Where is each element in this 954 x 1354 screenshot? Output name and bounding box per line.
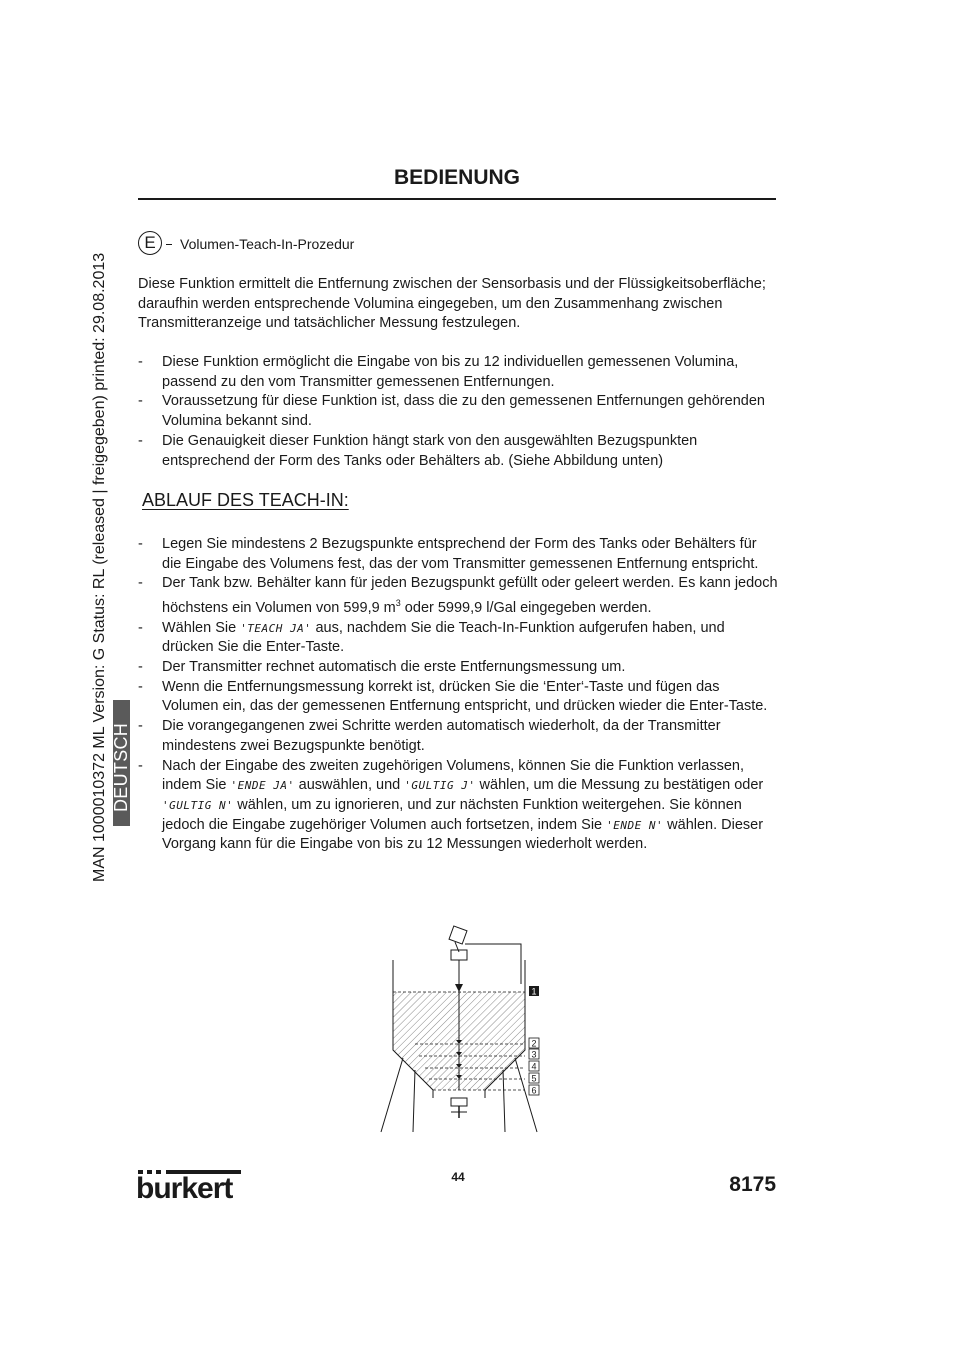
label-6: 6 (531, 1085, 537, 1096)
feature-list (138, 353, 778, 471)
reference-point-labels (529, 986, 539, 1096)
step-text: wählen, um zu ignorieren, und zur nächsten Funktion weitergehen. Sie können jedoch die Eingabe zugehöriger Volumen auch fortsetzen, indem Sie (162, 796, 742, 833)
step-item: - Wenn die Entfernungsmessung korrekt ist, drücken Sie die ‘Enter‘-Taste und fügen das Volumen ein, das der gemessenen Entfernung entspricht, und drücken wieder die Enter-Taste. (138, 678, 778, 717)
brand-logo: burkert (136, 1172, 233, 1205)
tank-diagram (375, 922, 545, 1138)
title-rule (138, 198, 776, 200)
procedure-heading: ABLAUF DES TEACH-IN: (142, 490, 349, 510)
list-item: - Voraussetzung für diese Funktion ist, dass die zu den gemessenen Entfernungen gehörenden Volumina bekannt sind. (138, 392, 778, 431)
section-label: Volumen-Teach-In-Prozedur (180, 236, 355, 252)
label-4: 4 (531, 1061, 537, 1072)
display-text: 'ENDE JA' (230, 779, 295, 793)
display-text: 'GULTIG N' (162, 798, 234, 812)
step-item (138, 574, 778, 618)
display-text: 'GULTIG J' (404, 779, 476, 793)
list-item: - Diese Funktion ermöglicht die Eingabe von bis zu 12 individuellen gemessenen Volumina, passend zu den vom Transmitter gemessenen Entfernungen. (138, 353, 778, 392)
label-2: 2 (531, 1038, 537, 1049)
procedure-steps (138, 535, 778, 855)
step-item: - Der Transmitter rechnet automatisch die erste Entfernungsmessung um. (138, 658, 778, 678)
label-5: 5 (531, 1073, 537, 1084)
step-text: wählen, um die Messung zu bestätigen oder (475, 777, 764, 794)
step-text: Nach der Eingabe des zweiten zugehörigen Volumens, können Sie die Funktion verlassen, indem Sie (162, 757, 744, 794)
product-number: 8175 (729, 1173, 776, 1196)
step-item (138, 757, 778, 856)
list-item: - Die Genauigkeit dieser Funktion hängt stark von den ausgewählten Bezugspunkten entsprechend der Form des Tanks oder Behälters ab. (Siehe Abbildung unten) (138, 432, 778, 471)
display-text: 'ENDE N' (606, 818, 664, 832)
display-text: 'TEACH JA' (240, 621, 312, 635)
step-item: - Legen Sie mindestens 2 Bezugspunkte entsprechend der Form des Tanks oder Behälters für die Eingabe des Volumens fest, das der vom Transmitter gemessenen Entfernung entspricht. (138, 535, 778, 574)
step-item: - Die vorangegangenen zwei Schritte werden automatisch wiederholt, da der Transmitter mindestens zwei Bezugspunkte benötigt. (138, 717, 778, 756)
step-text: Wählen Sie (162, 619, 241, 636)
step-text: aus, nachdem Sie die Teach-In-Funktion aufgerufen haben, und drücken Sie die Enter-Taste. (162, 619, 725, 656)
intro-paragraph: Diese Funktion ermittelt die Entfernung zwischen der Sensorbasis und der Flüssigkeitsoberfläche; daraufhin werden entsprechende Volumina eingegeben, um den Zusammenhang zwischen Transmitteranzeige und tatsächlicher Messung festzulegen. (138, 276, 766, 332)
document-meta-vertical: MAN 1000010372 ML Version: G Status: RL (released | freigegeben) printed: 29.08.2013 (91, 252, 108, 882)
step-text: oder 5999,9 l/Gal eingegeben werden. (400, 599, 652, 616)
page-number: 44 (451, 1170, 465, 1184)
page-title: BEDIENUNG (393, 166, 520, 189)
section-marker-dash (166, 244, 172, 245)
language-tab-label: DEUTSCH (111, 722, 131, 812)
step-item (138, 619, 778, 658)
sensor-icon (449, 926, 521, 984)
section-marker-badge: E (138, 231, 162, 255)
step-text: auswählen, und (294, 777, 405, 794)
label-1: 1 (531, 986, 537, 997)
step-text: Der Tank bzw. Behälter kann für jeden Bezugspunkt gefüllt oder geleert werden. Es kann jedoch höchstens ein Volumen von 599,9 m (162, 575, 778, 616)
step-text: wählen. Dieser Vorgang kann für die Eingabe von bis zu 12 Messungen wiederholt werden. (162, 816, 764, 853)
superscript: 3 (395, 598, 401, 609)
label-3: 3 (531, 1049, 537, 1060)
